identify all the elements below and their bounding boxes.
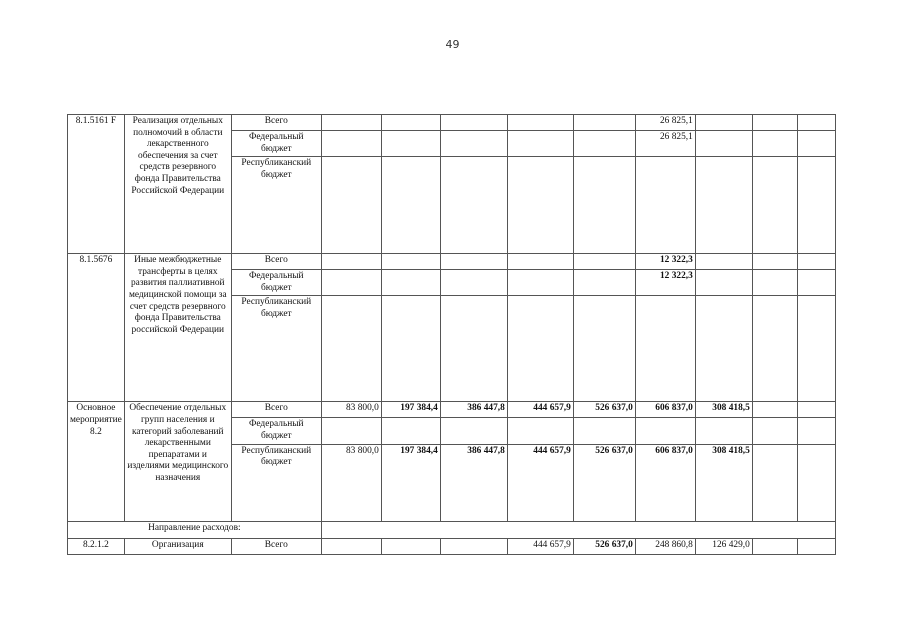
value-cell (752, 418, 797, 444)
row-code: 8.1.5676 (68, 254, 125, 402)
table-row (68, 115, 836, 131)
value-cell: 308 418,5 (695, 402, 752, 418)
row-code: 8.2.1.2 (68, 538, 125, 554)
row-name: Иные межбюджетные трансферты в целях развития паллиативной медицинской помощи за счет средств резервного фонда Правительства российской Федерации (124, 254, 231, 402)
value-cell (695, 296, 752, 402)
value-cell (440, 115, 507, 131)
value-cell: 444 657,9 (507, 402, 573, 418)
funding-source: Республиканский бюджет (231, 157, 321, 254)
value-cell (321, 254, 381, 270)
value-cell: 444 657,9 (507, 444, 573, 521)
row-code: Основное мероприятие 8.2 (68, 402, 125, 521)
value-cell (321, 157, 381, 254)
row-name: Обеспечение отдельных групп населения и категорий заболеваний лекарственными препаратами и изделиями медицинского назначения (124, 402, 231, 521)
direction-filler (321, 521, 835, 538)
direction-row (68, 521, 836, 538)
value-cell (507, 131, 573, 157)
funding-source: Федеральный бюджет (231, 270, 321, 296)
value-cell (752, 444, 797, 521)
value-cell (797, 538, 835, 554)
value-cell (381, 157, 440, 254)
value-cell (440, 418, 507, 444)
value-cell (440, 131, 507, 157)
value-cell: 83 800,0 (321, 444, 381, 521)
value-cell: 526 637,0 (573, 444, 635, 521)
value-cell (635, 296, 695, 402)
funding-source: Всего (231, 538, 321, 554)
value-cell: 606 837,0 (635, 402, 695, 418)
budget-table-body (68, 115, 836, 555)
value-cell (381, 538, 440, 554)
page-number: 49 (445, 38, 460, 51)
value-cell (507, 115, 573, 131)
value-cell: 26 825,1 (635, 131, 695, 157)
value-cell: 83 800,0 (321, 402, 381, 418)
value-cell (507, 418, 573, 444)
value-cell: 12 322,3 (635, 270, 695, 296)
value-cell (321, 115, 381, 131)
value-cell (507, 254, 573, 270)
value-cell (752, 254, 797, 270)
value-cell (573, 131, 635, 157)
value-cell (321, 270, 381, 296)
value-cell (573, 157, 635, 254)
table-row (68, 254, 836, 270)
table-row (68, 538, 836, 554)
value-cell (381, 115, 440, 131)
funding-source: Федеральный бюджет (231, 418, 321, 444)
value-cell (321, 131, 381, 157)
value-cell (381, 418, 440, 444)
funding-source: Федеральный бюджет (231, 131, 321, 157)
value-cell (797, 254, 835, 270)
value-cell: 386 447,8 (440, 402, 507, 418)
value-cell (797, 444, 835, 521)
funding-source: Всего (231, 402, 321, 418)
value-cell (695, 131, 752, 157)
value-cell: 444 657,9 (507, 538, 573, 554)
value-cell: 606 837,0 (635, 444, 695, 521)
value-cell (635, 157, 695, 254)
value-cell (381, 270, 440, 296)
value-cell (797, 131, 835, 157)
value-cell (695, 270, 752, 296)
funding-source: Всего (231, 115, 321, 131)
value-cell (695, 157, 752, 254)
value-cell (440, 254, 507, 270)
value-cell: 386 447,8 (440, 444, 507, 521)
value-cell (573, 418, 635, 444)
value-cell: 197 384,4 (381, 444, 440, 521)
value-cell (440, 296, 507, 402)
funding-source: Республиканский бюджет (231, 296, 321, 402)
value-cell (752, 115, 797, 131)
value-cell (797, 296, 835, 402)
value-cell (440, 270, 507, 296)
value-cell (635, 418, 695, 444)
value-cell: 248 860,8 (635, 538, 695, 554)
value-cell (440, 157, 507, 254)
value-cell (507, 270, 573, 296)
funding-source: Всего (231, 254, 321, 270)
value-cell (797, 402, 835, 418)
value-cell: 308 418,5 (695, 444, 752, 521)
value-cell (752, 296, 797, 402)
value-cell (752, 131, 797, 157)
value-cell (797, 115, 835, 131)
row-code: 8.1.5161 F (68, 115, 125, 254)
value-cell (752, 157, 797, 254)
value-cell (381, 296, 440, 402)
value-cell (381, 254, 440, 270)
value-cell (797, 270, 835, 296)
value-cell (507, 296, 573, 402)
value-cell (573, 296, 635, 402)
value-cell: 526 637,0 (573, 402, 635, 418)
value-cell: 26 825,1 (635, 115, 695, 131)
value-cell (321, 538, 381, 554)
value-cell: 12 322,3 (635, 254, 695, 270)
funding-source: Республиканский бюджет (231, 444, 321, 521)
value-cell: 197 384,4 (381, 402, 440, 418)
budget-table (67, 114, 836, 555)
value-cell (752, 270, 797, 296)
value-cell: 126 429,0 (695, 538, 752, 554)
row-name: Организация (124, 538, 231, 554)
value-cell (321, 296, 381, 402)
value-cell (752, 402, 797, 418)
value-cell (573, 270, 635, 296)
value-cell (381, 131, 440, 157)
value-cell: 526 637,0 (573, 538, 635, 554)
direction-label: Направление расходов: (68, 521, 322, 538)
value-cell (797, 418, 835, 444)
value-cell (695, 115, 752, 131)
value-cell (440, 538, 507, 554)
value-cell (752, 538, 797, 554)
value-cell (321, 418, 381, 444)
value-cell (797, 157, 835, 254)
value-cell (695, 418, 752, 444)
value-cell (573, 115, 635, 131)
row-name: Реализация отдельных полномочий в области лекарственного обеспечения за счет средств резервного фонда Правительства Российской Федерации (124, 115, 231, 254)
value-cell (573, 254, 635, 270)
table-row (68, 402, 836, 418)
value-cell (507, 157, 573, 254)
value-cell (695, 254, 752, 270)
